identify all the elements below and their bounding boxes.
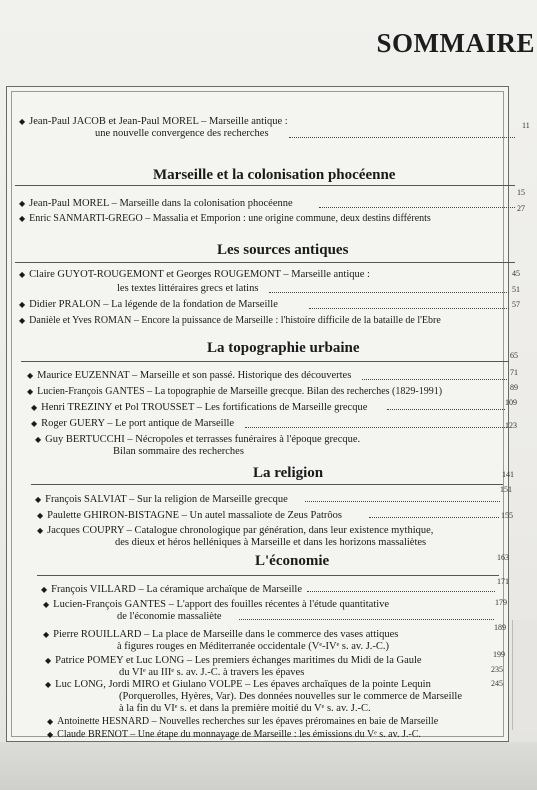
page-number: 123 bbox=[505, 421, 517, 430]
toc-entry-text: Claude BRENOT – Une étape du monnayage de Marseille : les émissions du Vᵉ s. av. J.-C. bbox=[57, 729, 421, 740]
toc-entry bbox=[31, 418, 234, 430]
bullet-diamond-icon: ◆ bbox=[31, 403, 38, 412]
page-number: 109 bbox=[505, 398, 517, 407]
leader-dots bbox=[289, 137, 515, 138]
toc-entry bbox=[41, 584, 302, 596]
page-number: 155 bbox=[501, 511, 513, 520]
toc-entry-text: Henri TREZINY et Pol TROUSSET – Les fortifications de Marseille grecque bbox=[41, 402, 368, 413]
page-number: 71 bbox=[510, 368, 518, 377]
toc-entry-text: Pierre ROUILLARD – La place de Marseille dans le commerce des vases attiques bbox=[53, 629, 399, 640]
section-rule bbox=[31, 484, 503, 485]
toc-entry bbox=[45, 655, 422, 667]
toc-entry bbox=[45, 679, 431, 691]
toc-entry-continuation: des dieux et héros helléniques à Marseille et dans les horizons massaliètes bbox=[115, 537, 427, 548]
toc-entry-continuation: Bilan sommaire des recherches bbox=[113, 446, 244, 457]
bottom-shadow bbox=[0, 742, 537, 790]
toc-entry bbox=[27, 370, 351, 382]
toc-entry bbox=[19, 299, 278, 311]
page-number: 235 bbox=[491, 665, 503, 674]
toc-entry-text: Paulette GHIRON-BISTAGNE – Un autel massaliote de Zeus Patrôos bbox=[47, 510, 343, 521]
toc-entry bbox=[35, 434, 360, 446]
bullet-diamond-icon: ◆ bbox=[37, 511, 44, 520]
page-number: 163 bbox=[497, 553, 509, 562]
toc-entry-continuation: à figures rouges en Méditerranée occidentale (Vᵉ-IVᵉ s. av. J.-C.) bbox=[117, 641, 390, 652]
bullet-diamond-icon: ◆ bbox=[27, 371, 34, 380]
page-number: 245 bbox=[491, 679, 503, 688]
toc-entry bbox=[19, 198, 293, 210]
page-number: 51 bbox=[512, 285, 520, 294]
section-title: Les sources antiques bbox=[217, 242, 349, 258]
leader-dots bbox=[369, 517, 499, 518]
toc-entry-text: Jean-Paul MOREL – Marseille dans la colonisation phocéenne bbox=[29, 198, 293, 209]
toc-entry-text: Lucien-François GANTES – La topographie de Marseille grecque. Bilan des recherches (1829-1991) bbox=[37, 386, 443, 397]
toc-entry-text: Enric SANMARTI-GREGO – Massalia et Emporion : une origine commune, deux destins différents bbox=[29, 213, 431, 224]
page-number: 151 bbox=[500, 485, 512, 494]
leader-dots bbox=[319, 207, 515, 208]
toc-entry bbox=[19, 213, 431, 225]
page-number: 89 bbox=[510, 383, 518, 392]
leader-dots bbox=[305, 501, 500, 502]
toc-entry-text: Patrice POMEY et Luc LONG – Les premiers échanges maritimes du Midi de la Gaule bbox=[55, 655, 422, 666]
leader-dots bbox=[387, 409, 505, 410]
section-title: L'économie bbox=[255, 553, 330, 569]
toc-entry-text: Jacques COUPRY – Catalogue chronologique par génération, dans leur existence mythique, bbox=[47, 525, 434, 536]
leader-dots bbox=[245, 427, 507, 428]
bullet-diamond-icon: ◆ bbox=[43, 600, 50, 609]
toc-entry-text: François SALVIAT – Sur la religion de Marseille grecque bbox=[45, 494, 288, 505]
intro-entry bbox=[19, 116, 288, 128]
toc-entry-continuation: (Porquerolles, Hyères, Var). Des données nouvelles sur le commerce de Marseille bbox=[119, 691, 462, 702]
section-title: La religion bbox=[253, 465, 324, 481]
page-number: 27 bbox=[517, 204, 525, 213]
page-number: 65 bbox=[510, 351, 518, 360]
page-number: 171 bbox=[497, 577, 509, 586]
section-title: Marseille et la colonisation phocéenne bbox=[153, 167, 396, 183]
toc-entry bbox=[37, 525, 433, 537]
page-number: 141 bbox=[502, 470, 514, 479]
bullet-diamond-icon: ◆ bbox=[19, 199, 26, 208]
bullet-diamond-icon: ◆ bbox=[45, 680, 52, 689]
page-title: SOMMAIRE bbox=[376, 28, 535, 58]
toc-entry bbox=[31, 402, 367, 414]
bullet-diamond-icon: ◆ bbox=[47, 730, 54, 739]
toc-entry-continuation: du VIᵉ au IIIᵉ s. av. J.-C. à travers les épaves bbox=[119, 667, 305, 678]
toc-entry-text: Guy BERTUCCHI – Nécropoles et terrasses funéraires à l'époque grecque. bbox=[45, 434, 361, 445]
toc-entry-continuation: à la fin du VIᵉ s. et dans la première moitié du Vᵉ s. av. J.-C. bbox=[119, 703, 371, 714]
toc-entry bbox=[19, 315, 441, 327]
toc-entry-text: Claire GUYOT-ROUGEMONT et Georges ROUGEMONT – Marseille antique : bbox=[29, 269, 370, 280]
toc-entry bbox=[43, 629, 398, 641]
bullet-diamond-icon: ◆ bbox=[47, 717, 54, 726]
toc-entry bbox=[27, 386, 442, 398]
toc-entry-continuation: les textes littéraires grecs et latins bbox=[117, 283, 259, 294]
section-rule bbox=[37, 575, 499, 576]
bullet-diamond-icon: ◆ bbox=[31, 419, 38, 428]
toc-entry bbox=[37, 510, 342, 522]
toc-entry-text: Maurice EUZENNAT – Marseille et son passé. Historique des découvertes bbox=[37, 370, 352, 381]
page-number: 15 bbox=[517, 188, 525, 197]
bullet-diamond-icon: ◆ bbox=[35, 435, 42, 444]
toc-entry-text: Danièle et Yves ROMAN – Encore la puissance de Marseille : l'histoire difficile de la bataille de l'Ebre bbox=[29, 315, 441, 326]
bullet-diamond-icon: ◆ bbox=[37, 526, 44, 535]
toc-entry bbox=[43, 599, 389, 611]
page-number: 45 bbox=[512, 269, 520, 278]
section-rule bbox=[15, 262, 515, 263]
toc-entry-text: Roger GUERY – Le port antique de Marseille bbox=[41, 418, 235, 429]
page-number: 57 bbox=[512, 300, 520, 309]
toc-entry-text: Lucien-François GANTES – L'apport des fouilles récentes à l'étude quantitative bbox=[53, 599, 390, 610]
section-title: La topographie urbaine bbox=[207, 340, 360, 356]
section-rule bbox=[21, 361, 509, 362]
intro-line2: une nouvelle convergence des recherches bbox=[95, 128, 269, 139]
toc-entry-text: Antoinette HESNARD – Nouvelles recherches sur les épaves préromaines en baie de Marseille bbox=[57, 716, 439, 727]
leader-dots bbox=[239, 619, 494, 620]
leader-dots bbox=[362, 379, 507, 380]
page-number: 189 bbox=[494, 623, 506, 632]
section-rule bbox=[15, 185, 515, 186]
toc-entry bbox=[35, 494, 288, 506]
bullet-diamond-icon: ◆ bbox=[41, 585, 48, 594]
toc-entry bbox=[47, 729, 421, 741]
bullet-diamond-icon: ◆ bbox=[19, 214, 26, 223]
leader-dots bbox=[307, 591, 495, 592]
page-number: 11 bbox=[522, 121, 530, 130]
contents-frame bbox=[6, 86, 530, 742]
bullet-diamond-icon: ◆ bbox=[35, 495, 42, 504]
toc-entry-text: François VILLARD – La céramique archaïque de Marseille bbox=[51, 584, 302, 595]
bullet-diamond-icon: ◆ bbox=[19, 300, 26, 309]
bullet-diamond-icon: ◆ bbox=[45, 656, 52, 665]
toc-entry-continuation: de l'économie massaliète bbox=[117, 611, 222, 622]
page-number: 179 bbox=[495, 598, 507, 607]
toc-entry bbox=[47, 716, 438, 728]
bullet-diamond-icon: ◆ bbox=[19, 270, 26, 279]
bullet-diamond-icon: ◆ bbox=[43, 630, 50, 639]
toc-entry-text: Didier PRALON – La légende de la fondation de Marseille bbox=[29, 299, 278, 310]
toc-entry-text: Luc LONG, Jordi MIRO et Giulano VOLPE – Les épaves archaïques de la pointe Lequin bbox=[55, 679, 431, 690]
toc-entry bbox=[19, 269, 370, 281]
bullet-diamond-icon: ◆ bbox=[19, 316, 26, 325]
page-number: 199 bbox=[493, 650, 505, 659]
leader-dots bbox=[269, 292, 509, 293]
intro-line1: Jean-Paul JACOB et Jean-Paul MOREL – Marseille antique : bbox=[29, 116, 288, 127]
bullet-diamond-icon: ◆ bbox=[27, 387, 34, 396]
adjacent-page-edge bbox=[512, 620, 537, 730]
bullet-diamond-icon: ◆ bbox=[19, 117, 26, 126]
leader-dots bbox=[309, 308, 509, 309]
